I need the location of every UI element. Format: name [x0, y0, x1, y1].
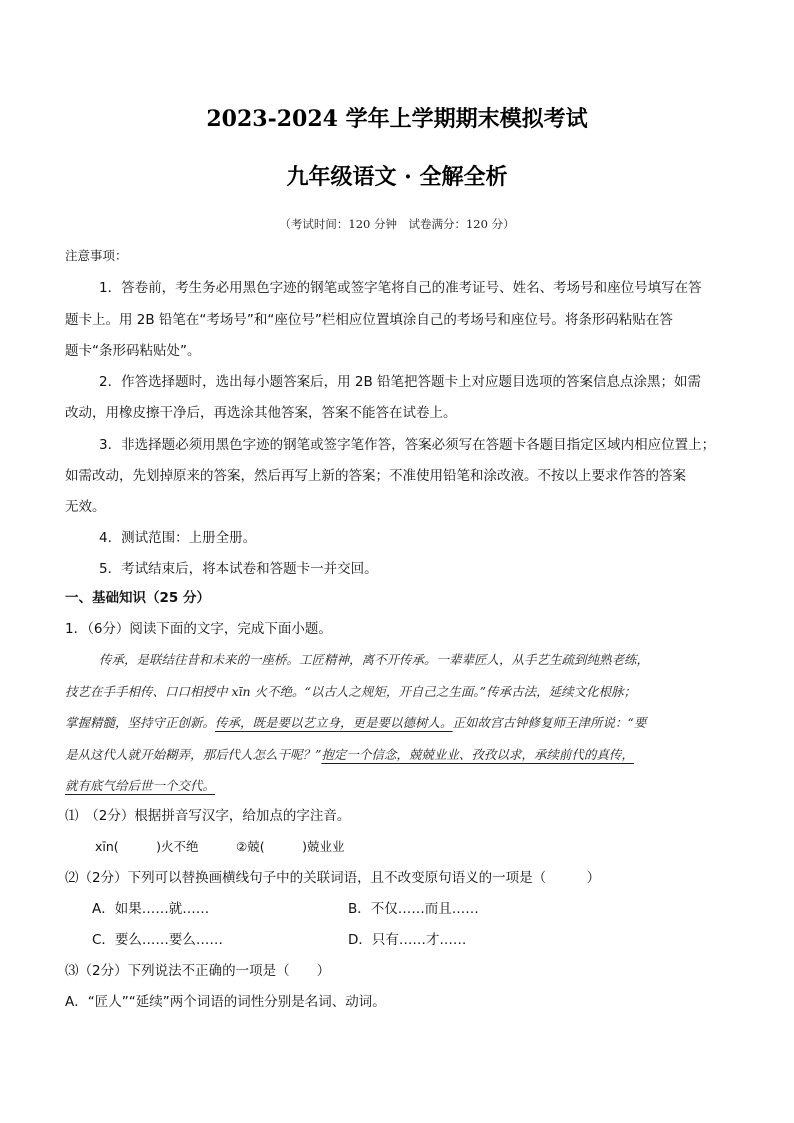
notice-line: 如需改动，先划掉原来的答案，然后再写上新的答案；不准使用铅笔和涂改液。不按以上要求作答的答案 — [65, 468, 686, 484]
notice-line: 5．考试结束后，将本试卷和答题卡一并交回。 — [99, 561, 378, 577]
notice-line: 无效。 — [65, 499, 106, 515]
notice-line: 题卡“条形码粘贴处”。 — [65, 343, 201, 359]
sub-question-stem: ⑶（2分）下列说法不正确的一项是（ ） — [65, 963, 331, 979]
notice-line: 1．答卷前，考生务必用黑色字迹的钢笔或签字笔将自己的准考证号、姓名、考场号和座位号填写在答 — [99, 280, 702, 296]
exam-info: （考试时间：120 分钟 试卷满分：120 分） — [279, 217, 515, 231]
option-d: D．只有……才…… — [348, 932, 467, 948]
passage-text: 是从这代人就开始糊弄，那后代人怎么干呢？” — [65, 747, 322, 762]
exam-subtitle: 九年级语文 · 全解全析 — [286, 164, 508, 190]
passage-text: 掌握精髓，坚持守正创新。 — [65, 715, 216, 730]
option-c: C．要么……要么…… — [92, 932, 223, 948]
notice-line: 题卡上。用 2B 铅笔在“考场号”和“座位号”栏相应位置填涂自己的考场号和座位号。将条形码粘贴在答 — [65, 312, 673, 328]
passage-line — [65, 749, 634, 762]
sub-question-stem: ⑵（2分）下列可以替换画横线句子中的关联词语，且不改变原句语义的一项是（ ） — [65, 870, 601, 886]
passage-line: 传承，是联结往昔和未来的一座桥。工匠精神，离不开传承。一辈辈匠人，从手艺生疏到纯熟老练， — [99, 652, 650, 667]
underlined-text: 抱定一个信念，兢兢业业、孜孜以求，承续前代的真传， — [321, 747, 634, 762]
notice-line: 4．测试范围：上册全册。 — [99, 530, 257, 546]
passage-text: 正如故宫古钟修复师王津所说：“要 — [452, 715, 647, 730]
option-a: A．“匠人”“延续”两个词语的词性分别是名词、动词。 — [65, 994, 386, 1010]
notice-line: 改动，用橡皮擦干净后，再选涂其他答案，答案不能答在试卷上。 — [65, 405, 457, 421]
passage-line: 就有底气给后世一个交代。 — [65, 778, 216, 793]
exam-title: 2023-2024 学年上学期期末模拟考试 — [206, 106, 588, 132]
notice-line: 2．作答选择题时，选出每小题答案后，用 2B 铅笔把答题卡上对应题目选项的答案信息点涂黑；如需 — [99, 374, 702, 390]
passage-line — [65, 717, 646, 730]
fill-blank-line: xīn( )火不绝 ②兢( )兢业业 — [95, 839, 345, 854]
section-heading: 一、基础知识（25 分） — [65, 590, 210, 606]
underlined-sentence: 传承，既是要以艺立身，更是要以德树人。 — [215, 715, 453, 730]
question-stem: 1．（6分）阅读下面的文字，完成下面小题。 — [65, 621, 332, 637]
passage-line: 技艺在手手相传、口口相授中 xīn 火不绝。“以古人之规矩，开自己之生面。”传承古法，延续文化根脉； — [65, 684, 637, 699]
option-a: A．如果……就…… — [92, 901, 210, 917]
notice-heading: 注意事项： — [65, 248, 128, 263]
notice-line: 3．非选择题必须用黑色字迹的钢笔或签字笔作答，答案必须写在答题卡各题目指定区域内相应位置上； — [99, 437, 716, 453]
option-b: B．不仅……而且…… — [348, 901, 479, 917]
sub-question-stem: ⑴ （2分）根据拼音写汉字，给加点的字注音。 — [65, 808, 351, 824]
